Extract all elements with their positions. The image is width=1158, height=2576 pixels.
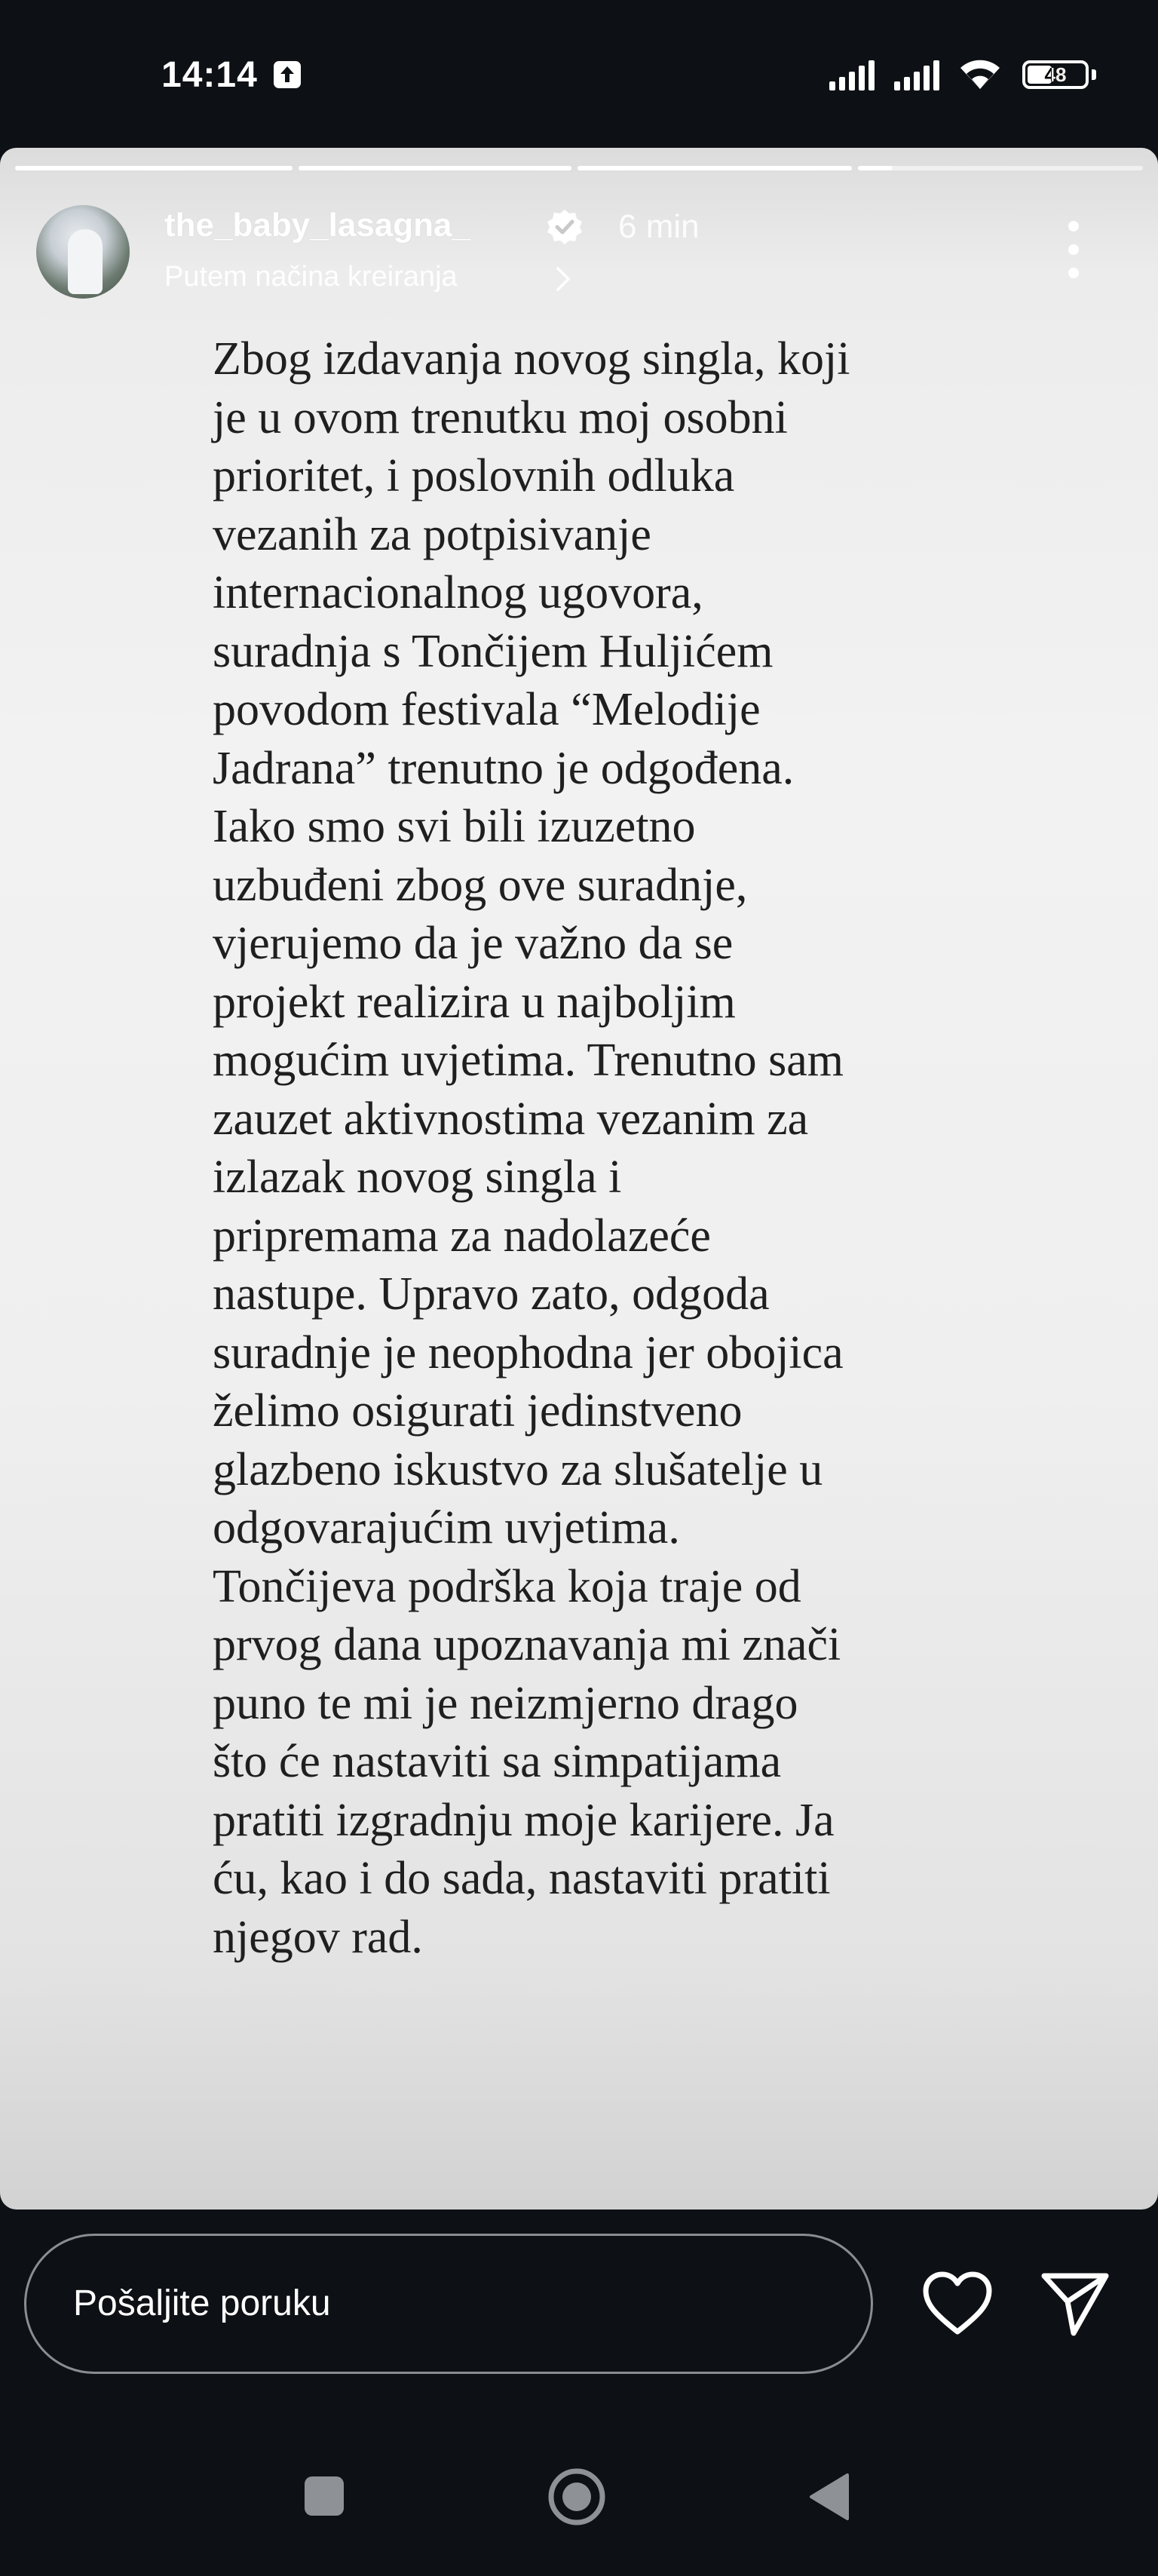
message-placeholder: Pošaljite poruku [73, 2283, 331, 2323]
verified-badge-icon [546, 208, 584, 246]
signal-icon [828, 59, 878, 92]
recents-icon[interactable] [305, 2476, 344, 2516]
status-bar [0, 0, 1158, 113]
story-time: 6 min [618, 208, 700, 245]
creation-mode-link[interactable]: Putem načina kreiranja [164, 261, 458, 293]
progress-segment [577, 166, 852, 170]
heart-icon[interactable] [921, 2270, 994, 2338]
chevron-right-icon[interactable] [553, 265, 573, 293]
status-time: 14:14 [161, 55, 258, 95]
progress-segment [299, 166, 571, 170]
avatar[interactable] [36, 205, 130, 299]
home-icon[interactable] [547, 2467, 606, 2526]
message-input[interactable] [24, 2234, 873, 2374]
back-icon[interactable] [807, 2472, 852, 2522]
story-card[interactable] [0, 148, 1158, 2210]
wifi-icon [957, 54, 1003, 92]
battery-nub [1092, 69, 1096, 80]
progress-fill [577, 166, 852, 170]
progress-fill [15, 166, 293, 170]
progress-segment [858, 166, 1143, 170]
progress-segment [15, 166, 293, 170]
battery-percent: 48 [1044, 63, 1067, 86]
avatar-figure [68, 229, 103, 294]
upload-arrow-icon [273, 60, 302, 89]
progress-fill [858, 166, 892, 170]
signal-icon [893, 59, 942, 92]
battery-indicator [1022, 60, 1089, 89]
system-nav-bar [0, 2413, 1158, 2576]
username[interactable]: the_baby_lasagna_ [164, 207, 470, 244]
more-vertical-icon[interactable] [1068, 220, 1080, 279]
story-text: Zbog izdavanja novog singla, koji je u ovom trenutku moj osobni prioritet, i poslovnih odluka vezanih za potpisivanje internacionalnog ugovora, suradnja s Tončijem Huljićem povodom festivala “Melodije Jadrana” trenutno je odgođena. Iako smo svi bili izuzetno uzbuđeni zbog ove suradnje, vjerujemo da je važno da se projekt realizira u najboljim mogućim uvjetima. Trenutno sam zauzet aktivnostima vezanim za izlazak novog singla i pripremama za nadolazeće nastupe. Upravo zato, odgoda suradnje je neophodna jer obojica želimo osigurati jedinstveno glazbeno iskustvo za slušatelje u odgovarajućim uvjetima. Tončijeva podrška koja traje od prvog dana upoznavanja mi znači puno te mi je neizmjerno drago što će nastaviti sa simpatijama pratiti izgradnju moje karijere. Ja ću, kao i do sada, nastaviti pratiti njegov rad. [213, 333, 850, 1963]
story-progress [15, 166, 1143, 170]
send-icon[interactable] [1040, 2271, 1110, 2338]
progress-fill [299, 166, 571, 170]
